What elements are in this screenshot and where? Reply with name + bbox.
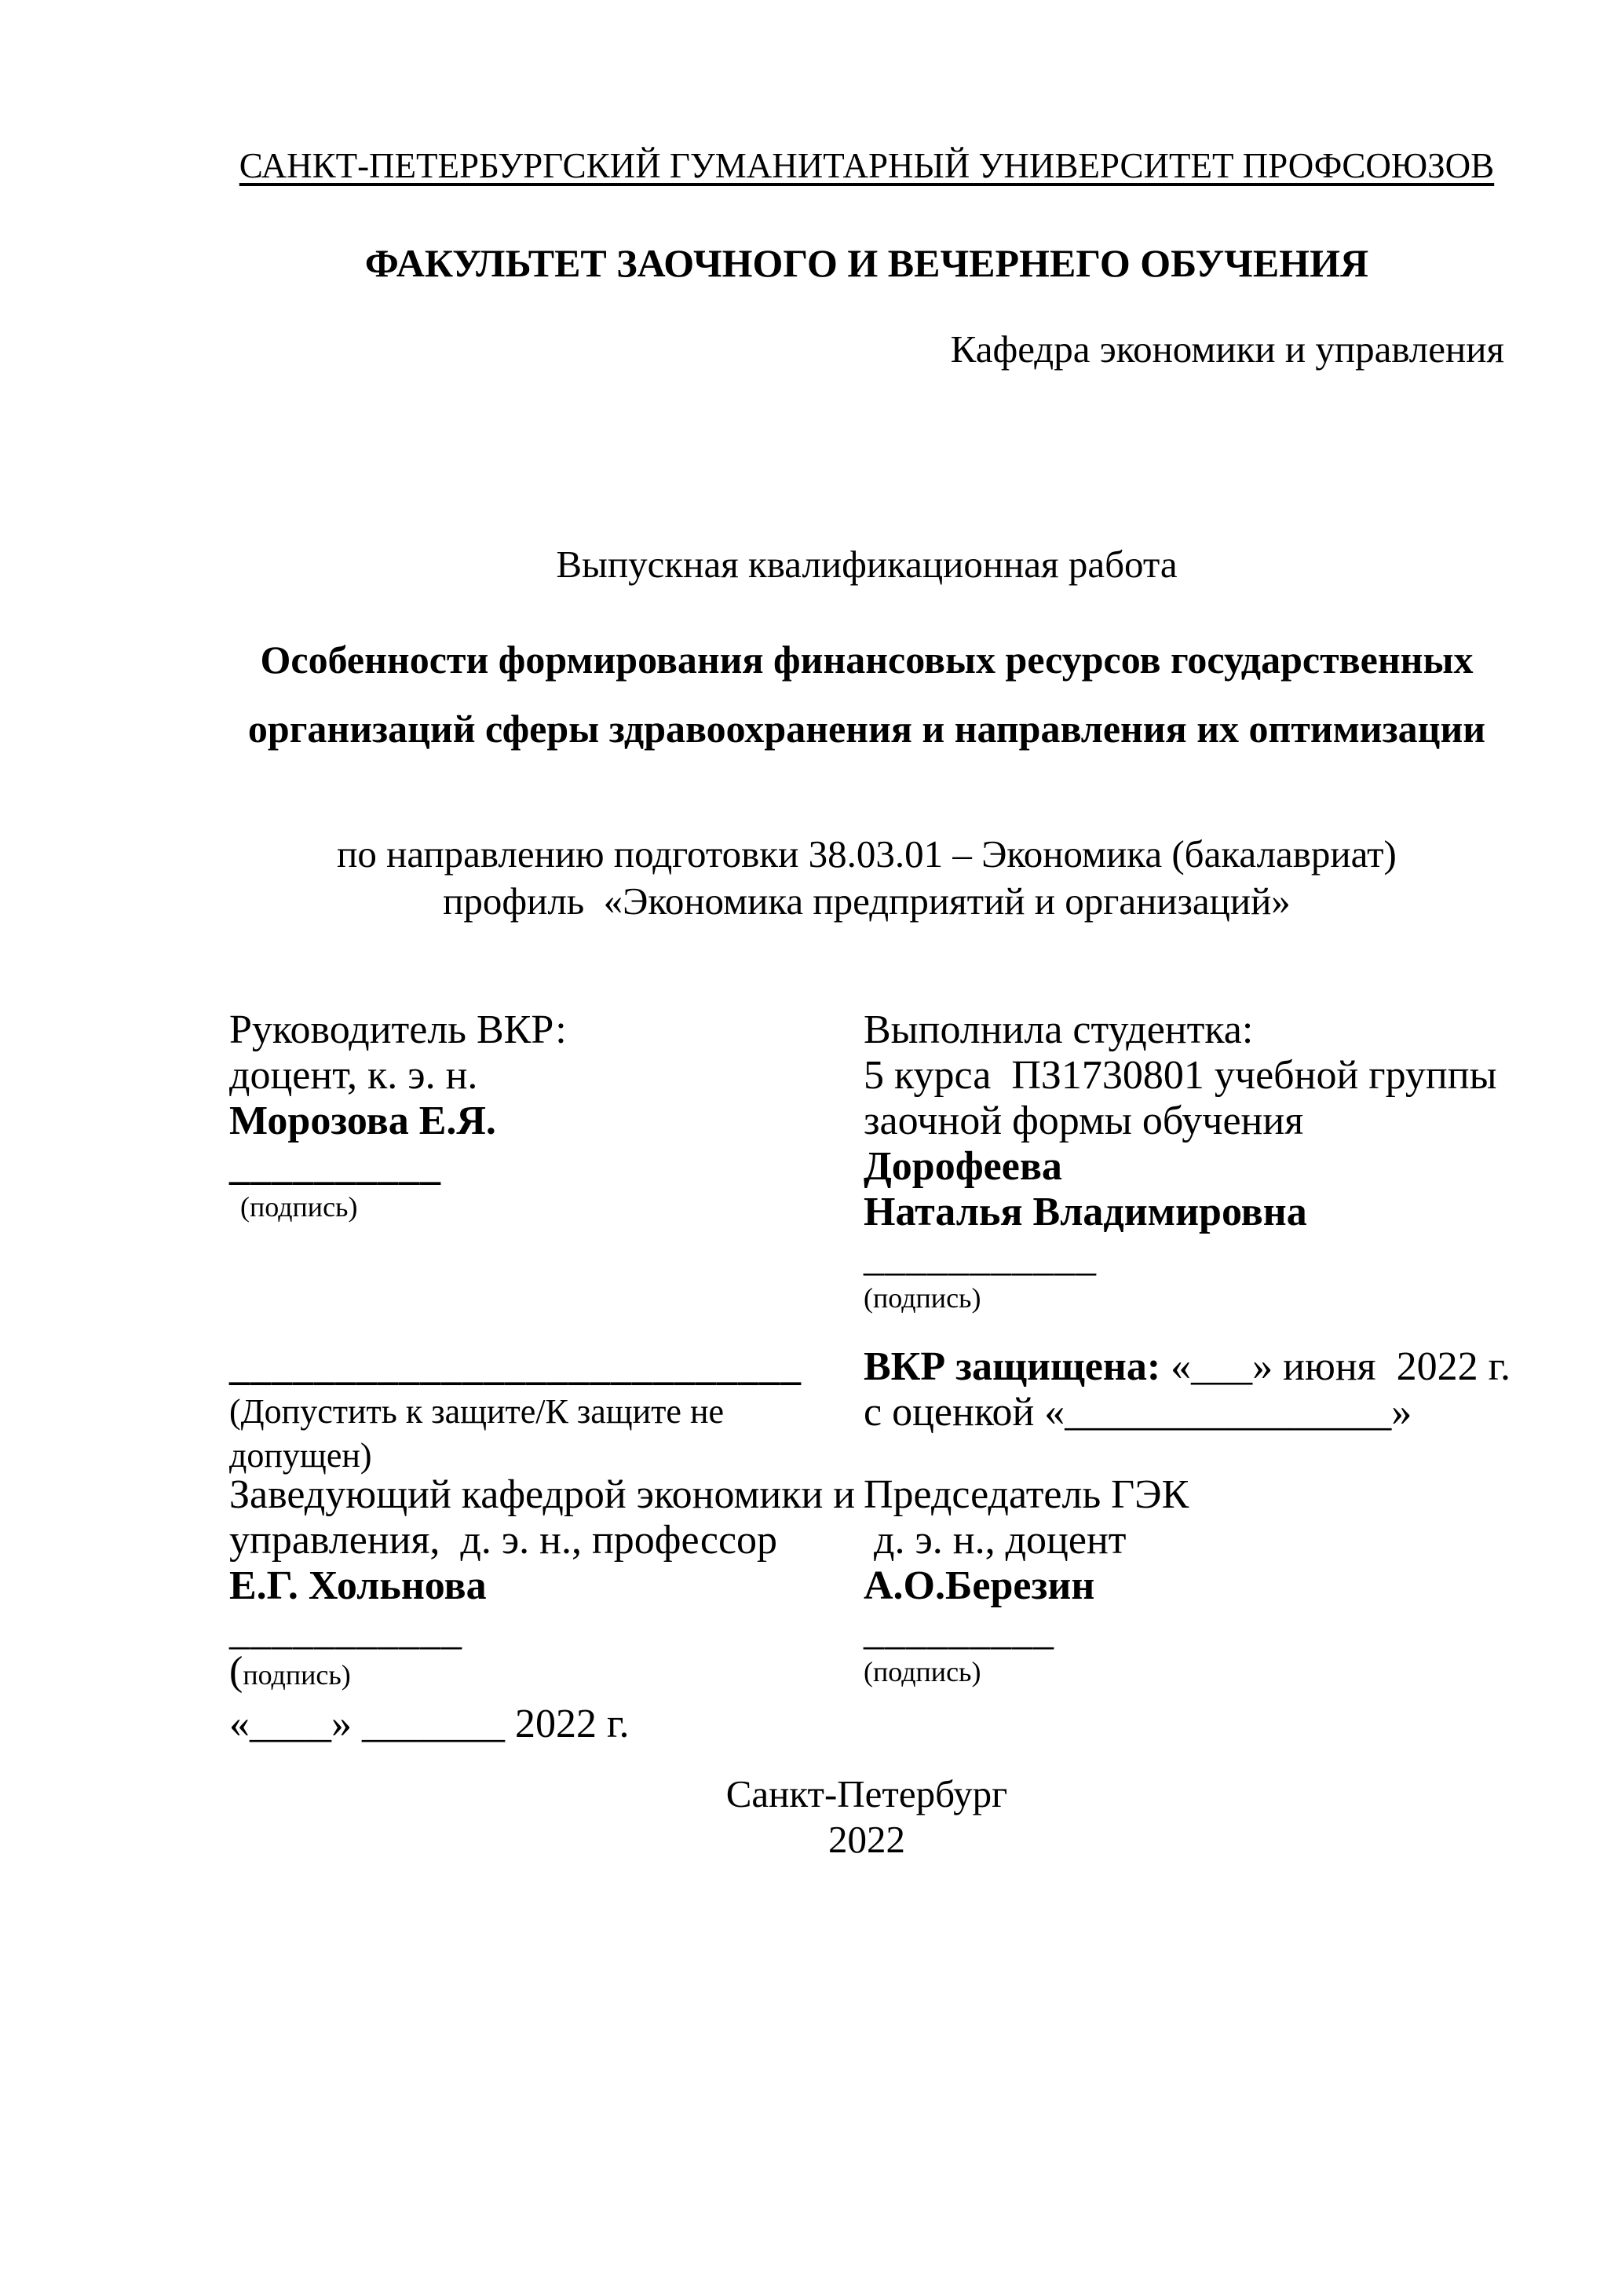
- thesis-title-line2: организаций сферы здравоохранения и направления их оптимизации: [247, 707, 1486, 751]
- head-role-line1: Заведующий кафедрой экономики и: [229, 1472, 856, 1517]
- supervisor-degree: доцент, к. э. н.: [229, 1053, 478, 1098]
- head-date: «____» _______ 2022 г.: [229, 1702, 630, 1746]
- student-group: 5 курса ПЗ1730801 учебной группы: [864, 1053, 1497, 1098]
- student-signature-caption: (подпись): [864, 1282, 981, 1314]
- defense-label: ВКР защищена:: [864, 1344, 1161, 1389]
- head-role-line2: управления, д. э. н., профессор: [229, 1518, 778, 1563]
- thesis-title-line1: Особенности формирования финансовых ресурсов государственных: [260, 638, 1474, 682]
- supervisor-name: Морозова Е.Я.: [229, 1099, 496, 1143]
- head-signature-caption: [229, 1649, 857, 1694]
- head-caption-paren: (: [229, 1649, 243, 1694]
- chairman-signature-caption: (подпись): [864, 1656, 981, 1687]
- chairman-block: [864, 1472, 1523, 1689]
- defense-grade: с оценкой «________________»: [864, 1390, 1412, 1435]
- program-info: [229, 831, 1504, 925]
- head-signature-line: ___________: [229, 1609, 462, 1654]
- student-study-form: заочной формы обучения: [864, 1099, 1304, 1143]
- university-name: САНКТ-ПЕТЕРБУРГСКИЙ ГУМАНИТАРНЫЙ УНИВЕРСИТЕТ ПРОФСОЮЗОВ: [239, 146, 1495, 185]
- department-name: Кафедра экономики и управления: [950, 327, 1504, 371]
- defense-date: «___» июня 2022 г.: [1160, 1344, 1511, 1389]
- admission-block: [229, 1344, 857, 1478]
- faculty-name: ФАКУЛЬТЕТ ЗАОЧНОГО И ВЕЧЕРНЕГО ОБУЧЕНИЯ: [364, 241, 1369, 285]
- admission-line: ___________________________: [229, 1344, 802, 1389]
- footer-block: [229, 1771, 1504, 1863]
- supervisor-block: [229, 1007, 857, 1224]
- chairman-name: А.О.Березин: [864, 1563, 1095, 1608]
- work-type: Выпускная квалификационная работа: [556, 543, 1178, 586]
- head-name: Е.Г. Хольнова: [229, 1563, 487, 1608]
- chairman-role: Председатель ГЭК: [864, 1472, 1189, 1517]
- student-name-patronymic: Наталья Владимировна: [864, 1190, 1307, 1234]
- supervisor-role: Руководитель ВКР:: [229, 1007, 567, 1052]
- defense-date-row: [864, 1344, 1523, 1390]
- chairman-degree: д. э. н., доцент: [864, 1518, 1127, 1563]
- thesis-title: [229, 625, 1504, 763]
- student-performed-label: Выполнила студентка:: [864, 1007, 1254, 1052]
- footer-city: Санкт-Петербург: [725, 1772, 1008, 1815]
- program-direction: по направлению подготовки 38.03.01 – Экономика (бакалавриат): [337, 832, 1397, 876]
- program-profile: профиль «Экономика предприятий и организаций»: [443, 879, 1291, 923]
- footer-year: 2022: [828, 1818, 905, 1861]
- supervisor-signature-line: __________: [229, 1144, 441, 1189]
- supervisor-signature-caption: (подпись): [240, 1191, 358, 1223]
- chairman-signature-line: _________: [864, 1609, 1054, 1654]
- defense-block: [864, 1344, 1523, 1435]
- head-caption-text: подпись): [243, 1659, 351, 1691]
- admission-caption: (Допустить к защите/К защите не допущен): [229, 1392, 733, 1475]
- student-block: [864, 1007, 1523, 1315]
- student-surname: Дорофеева: [864, 1144, 1062, 1189]
- department-head-block: [229, 1472, 857, 1747]
- student-signature-line: ___________: [864, 1235, 1097, 1280]
